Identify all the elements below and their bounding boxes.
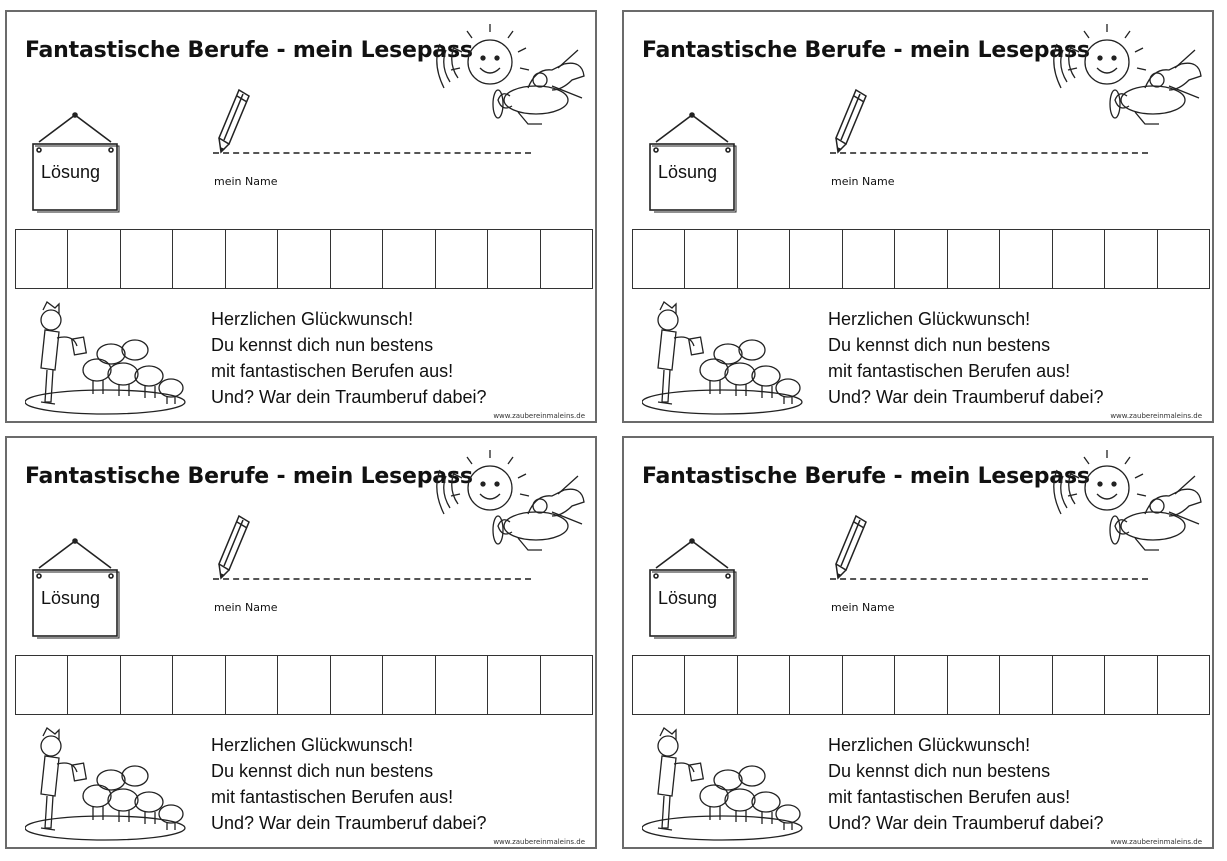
solution-letter-box[interactable] xyxy=(173,230,225,288)
solution-letter-box[interactable] xyxy=(1053,230,1105,288)
solution-letter-box[interactable] xyxy=(121,230,173,288)
solution-letter-box[interactable] xyxy=(1000,656,1052,714)
card-title: Fantastische Berufe - mein Lesepass xyxy=(642,38,1090,63)
solution-letter-box[interactable] xyxy=(16,656,68,714)
website-footer: www.zaubereinmaleins.de xyxy=(1110,412,1202,420)
solution-sign-label: Lösung xyxy=(41,162,101,182)
website-footer: www.zaubereinmaleins.de xyxy=(1110,838,1202,846)
solution-letter-box[interactable] xyxy=(541,230,592,288)
message-line: Du kennst dich nun bestens xyxy=(828,761,1051,781)
lesepass-card xyxy=(622,436,1214,849)
message-line: Du kennst dich nun bestens xyxy=(211,335,434,355)
congratulation-message xyxy=(211,732,486,836)
solution-letter-box[interactable] xyxy=(383,656,435,714)
card-title: Fantastische Berufe - mein Lesepass xyxy=(25,464,473,489)
message-line: mit fantastischen Berufen aus! xyxy=(211,361,454,381)
solution-letter-box[interactable] xyxy=(895,230,947,288)
shepherd-sheep-illustration xyxy=(25,724,190,842)
solution-letter-box[interactable] xyxy=(173,656,225,714)
message-line: Herzlichen Glückwunsch! xyxy=(211,735,414,755)
solution-letter-box[interactable] xyxy=(1105,656,1157,714)
solution-letter-box[interactable] xyxy=(1000,230,1052,288)
solution-letter-box[interactable] xyxy=(278,230,330,288)
solution-letter-box[interactable] xyxy=(1158,656,1209,714)
website-footer: www.zaubereinmaleins.de xyxy=(493,412,585,420)
message-line: Du kennst dich nun bestens xyxy=(211,761,434,781)
pencil-icon xyxy=(834,88,868,156)
lesepass-card xyxy=(622,10,1214,423)
message-line: Du kennst dich nun bestens xyxy=(828,335,1051,355)
solution-letter-box[interactable] xyxy=(1053,656,1105,714)
solution-letter-box[interactable] xyxy=(488,230,540,288)
congratulation-message xyxy=(828,306,1103,410)
solution-letter-box[interactable] xyxy=(843,656,895,714)
solution-letter-box[interactable] xyxy=(436,656,488,714)
solution-letter-box[interactable] xyxy=(68,230,120,288)
solution-letter-box[interactable] xyxy=(68,656,120,714)
shepherd-sheep-illustration xyxy=(642,298,807,416)
solution-letter-box[interactable] xyxy=(895,656,947,714)
solution-letter-box[interactable] xyxy=(278,656,330,714)
solution-letter-box[interactable] xyxy=(948,230,1000,288)
solution-letter-boxes xyxy=(632,655,1210,715)
name-label: mein Name xyxy=(831,601,895,614)
name-write-line[interactable] xyxy=(213,578,531,580)
message-line: Und? War dein Traumberuf dabei? xyxy=(211,813,487,833)
lesepass-card xyxy=(5,436,597,849)
message-line: Und? War dein Traumberuf dabei? xyxy=(828,813,1104,833)
name-label: mein Name xyxy=(214,175,278,188)
solution-letter-box[interactable] xyxy=(226,656,278,714)
solution-letter-box[interactable] xyxy=(1158,230,1209,288)
solution-letter-box[interactable] xyxy=(331,656,383,714)
solution-letter-box[interactable] xyxy=(16,230,68,288)
sun-airplane-illustration xyxy=(432,446,592,558)
solution-letter-box[interactable] xyxy=(738,230,790,288)
message-line: mit fantastischen Berufen aus! xyxy=(211,787,454,807)
solution-letter-box[interactable] xyxy=(633,656,685,714)
website-footer: www.zaubereinmaleins.de xyxy=(493,838,585,846)
card-title: Fantastische Berufe - mein Lesepass xyxy=(642,464,1090,489)
pencil-icon xyxy=(217,514,251,582)
shepherd-sheep-illustration xyxy=(25,298,190,416)
solution-letter-box[interactable] xyxy=(121,656,173,714)
name-write-line[interactable] xyxy=(213,152,531,154)
shepherd-sheep-illustration xyxy=(642,724,807,842)
solution-letter-box[interactable] xyxy=(843,230,895,288)
name-label: mein Name xyxy=(214,601,278,614)
solution-letter-box[interactable] xyxy=(1105,230,1157,288)
congratulation-message xyxy=(828,732,1103,836)
solution-letter-box[interactable] xyxy=(383,230,435,288)
solution-letter-boxes xyxy=(15,229,593,289)
solution-letter-box[interactable] xyxy=(948,656,1000,714)
solution-letter-box[interactable] xyxy=(488,656,540,714)
solution-letter-box[interactable] xyxy=(331,230,383,288)
lesepass-card xyxy=(5,10,597,423)
pencil-icon xyxy=(834,514,868,582)
solution-letter-box[interactable] xyxy=(226,230,278,288)
message-line: Herzlichen Glückwunsch! xyxy=(828,309,1031,329)
message-line: Und? War dein Traumberuf dabei? xyxy=(211,387,487,407)
name-label: mein Name xyxy=(831,175,895,188)
message-line: Herzlichen Glückwunsch! xyxy=(211,309,414,329)
solution-sign-label: Lösung xyxy=(41,588,101,608)
sun-airplane-illustration xyxy=(432,20,592,132)
sun-airplane-illustration xyxy=(1049,20,1209,132)
congratulation-message xyxy=(211,306,486,410)
message-line: Und? War dein Traumberuf dabei? xyxy=(828,387,1104,407)
solution-letter-box[interactable] xyxy=(685,230,737,288)
solution-letter-box[interactable] xyxy=(790,230,842,288)
name-write-line[interactable] xyxy=(830,578,1148,580)
pencil-icon xyxy=(217,88,251,156)
solution-sign-label: Lösung xyxy=(658,588,718,608)
solution-letter-boxes xyxy=(632,229,1210,289)
solution-letter-box[interactable] xyxy=(685,656,737,714)
solution-letter-box[interactable] xyxy=(633,230,685,288)
card-title: Fantastische Berufe - mein Lesepass xyxy=(25,38,473,63)
message-line: mit fantastischen Berufen aus! xyxy=(828,361,1071,381)
solution-letter-box[interactable] xyxy=(541,656,592,714)
solution-letter-box[interactable] xyxy=(790,656,842,714)
solution-letter-box[interactable] xyxy=(738,656,790,714)
sun-airplane-illustration xyxy=(1049,446,1209,558)
message-line: mit fantastischen Berufen aus! xyxy=(828,787,1071,807)
solution-letter-box[interactable] xyxy=(436,230,488,288)
message-line: Herzlichen Glückwunsch! xyxy=(828,735,1031,755)
solution-sign-label: Lösung xyxy=(658,162,718,182)
name-write-line[interactable] xyxy=(830,152,1148,154)
solution-letter-boxes xyxy=(15,655,593,715)
